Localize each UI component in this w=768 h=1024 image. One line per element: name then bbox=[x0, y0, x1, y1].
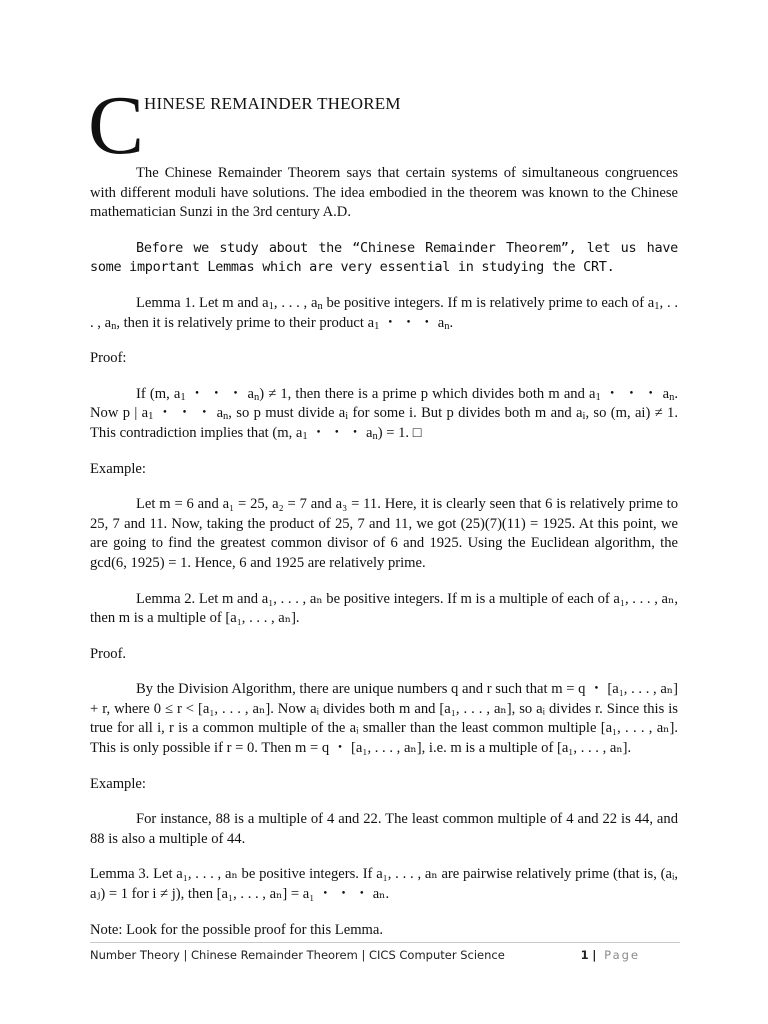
page-word: Page bbox=[604, 948, 640, 962]
before-study-paragraph: Before we study about the “Chinese Remainder Theorem”, let us have some important Lemmas which are very essential in studying the CRT. bbox=[90, 239, 678, 276]
page-footer bbox=[90, 942, 680, 967]
proof-1-label: Proof: bbox=[90, 350, 127, 367]
title-dropcap: C bbox=[88, 79, 145, 172]
example-2-paragraph: For instance, 88 is a multiple of 4 and 22. The least common multiple of 4 and 22 is 44, and 88 is also a multiple of 44. bbox=[90, 811, 678, 847]
footer-page-indicator bbox=[581, 948, 640, 962]
lemma-2-paragraph: Lemma 2. Let m and a₁, . . . , aₙ be positive integers. If m is a multiple of each of a₁, . . . , aₙ, then m is a multiple of [a₁, . . . , aₙ]. bbox=[90, 590, 678, 627]
title-text: HINESE REMAINDER THEOREM bbox=[144, 94, 401, 113]
example-1-paragraph: Let m = 6 and a₁ = 25, a₂ = 7 and a₃ = 11. Here, it is clearly seen that 6 is relatively prime to 25, 7 and 11. Now, taking the product of 25, 7 and 11, we got (25)(7)(11) = 1925. At this point, we are going to find the greatest common divisor of 6 and 1925. Using the Euclidean algorithm, the gcd(6, 1925) = 1. Hence, 6 and 1925 are relatively prime. bbox=[90, 496, 678, 571]
proof-2-label: Proof. bbox=[90, 645, 127, 662]
example-1-label: Example: bbox=[90, 460, 146, 477]
page-separator: | bbox=[592, 948, 597, 962]
proof-1-paragraph: If (m, $a_1$ ・ ・ ・ $a_n) \ne 1$, then there is a prime p which divides both m and $a_1$ ・ ・ ・ $a_n$. Now p | $a_1$ ・ ・ ・ $a_n$, so p must divide $a_i$ for some i. But p divides both m and $a_i$, so (m, ai) ≠ 1. This contradiction implies that (m, $a_1$ ・ ・ ・ $a_n) = 1$. □ bbox=[90, 385, 679, 443]
example-2-label: Example: bbox=[90, 775, 146, 792]
lemma-3-paragraph: Lemma 3. Let a₁, . . . , aₙ be positive integers. If a₁, . . . , aₙ are pairwise relatively prime (that is, (aᵢ, aⱼ) = 1 for i ≠ j), then [a₁, . . . , aₙ] = a₁ ・ ・ ・ aₙ. bbox=[90, 866, 678, 903]
note-paragraph: Note: Look for the possible proof for this Lemma. bbox=[90, 921, 384, 938]
page-number: 1 bbox=[580, 948, 589, 962]
document-title bbox=[88, 79, 688, 174]
intro-paragraph: The Chinese Remainder Theorem says that certain systems of simultaneous congruences with different moduli have solutions. The idea embodied in the theorem was known to the Chinese mathematician Sunzi in the 3rd century A.D. bbox=[90, 165, 678, 221]
footer-course-info: Number Theory | Chinese Remainder Theorem | CICS Computer Science bbox=[90, 948, 505, 962]
document-body bbox=[90, 164, 678, 956]
proof-2-paragraph: By the Division Algorithm, there are unique numbers q and r such that m = q ・ [a₁, . . . , aₙ] + r, where 0 ≤ r < [a₁, . . . , aₙ]. Now aᵢ divides both m and [a₁, . . . , aₙ], so aᵢ divides r. Since this is true for all i, r is a common multiple of the aᵢ smaller than the least common multiple [a₁, . . . , aₙ]. This is only possible if r = 0. Then m = q ・ [a₁, . . . , aₙ], i.e. m is a multiple of [a₁, . . . , aₙ]. bbox=[90, 681, 678, 757]
lemma-1-paragraph: Lemma 1. Let m and $a_1$, . . . , $a_n$ be positive integers. If m is relatively prime to each of $a_1$, . . . , $a_n$, then it is relatively prime to their product $a_1$ ・ ・ ・ $a_n$. bbox=[90, 294, 679, 332]
